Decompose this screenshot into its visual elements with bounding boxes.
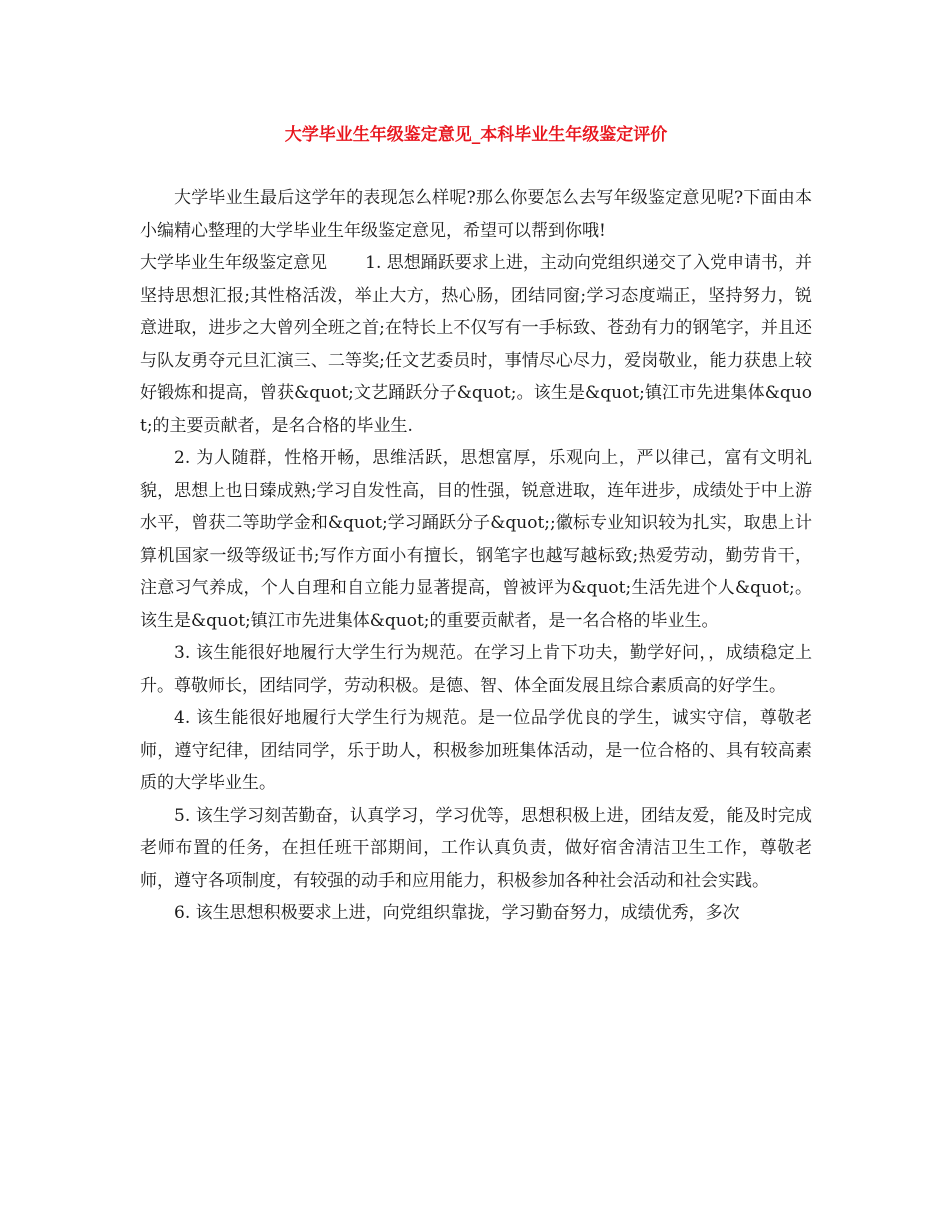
paragraph-3: 3. 该生能很好地履行大学生行为规范。在学习上肯下功夫，勤学好问，，成绩稳定上升。尊敬师长，团结同学，劳动积极。是德、智、体全面发展且综合素质高的好学生。 — [140, 643, 812, 696]
paragraph-2: 2. 为人随群，性格开畅，思维活跃，思想富厚，乐观向上，严以律己，富有文明礼貌，思想上也日臻成熟;学习自发性高，目的性强，锐意进取，连年进步，成绩处于中上游水平，曾获二等助学金和&quot;学习踊跃分子&quot;;徽标专业知识较为扎实，取患上计算机国家一级等级证书;写作方面小有擅长，钢笔字也越写越标致;热爱劳动，勤劳肯干，注意习气养成，个人自理和自立能力显著提高，曾被评为&quot;生活先进个人&quot;。该生是&quot;镇江市先进集体&quot;的重要贡献者，是一名合格的毕业生。 — [140, 448, 812, 631]
document-title: 大学毕业生年级鉴定意见_本科毕业生年级鉴定评价 — [284, 125, 668, 145]
paragraph-5: 5. 该生学习刻苦勤奋，认真学习，学习优等，思想积极上进，团结友爱，能及时完成老师布置的任务，在担任班干部期间，工作认真负责，做好宿舍清洁卫生工作，尊敬老师，遵守各项制度，有较强的动手和应用能力，积极参加各种社会活动和社会实践。 — [140, 805, 812, 891]
document-body — [140, 182, 812, 930]
intro-paragraph: 大学毕业生最后这学年的表现怎么样呢?那么你要怎么去写年级鉴定意见呢?下面由本小编精心整理的大学毕业生年级鉴定意见，希望可以帮到你哦! — [140, 188, 812, 241]
section-heading: 大学毕业生年级鉴定意见 — [140, 253, 328, 273]
paragraph-4: 4. 该生能很好地履行大学生行为规范。是一位品学优良的学生，诚实守信，尊敬老师，遵守纪律，团结同学，乐于助人，积极参加班集体活动，是一位合格的、具有较高素质的大学毕业生。 — [140, 708, 812, 793]
paragraph-1 — [140, 247, 812, 442]
paragraph-1-text: 1. 思想踊跃要求上进，主动向党组织递交了入党申请书，并坚持思想汇报;其性格活泼，举止大方，热心肠，团结同窗;学习态度端正，坚持努力，锐意进取，进步之大曾列全班之首;在特长上不仅写有一手标致、苍劲有力的钢笔字，并且还与队友勇夺元旦汇演三、二等奖;任文艺委员时，事情尽心尽力，爱岗敬业，能力获患上较好锻炼和提高，曾获&quot;文艺踊跃分子&quot;。该生是&quot;镇江市先进集体&quot;的主要贡献者，是名合格的毕业生. — [140, 253, 813, 436]
paragraph-6: 6. 该生思想积极要求上进，向党组织靠拢，学习勤奋努力，成绩优秀，多次 — [174, 903, 740, 923]
document-page — [140, 120, 812, 930]
